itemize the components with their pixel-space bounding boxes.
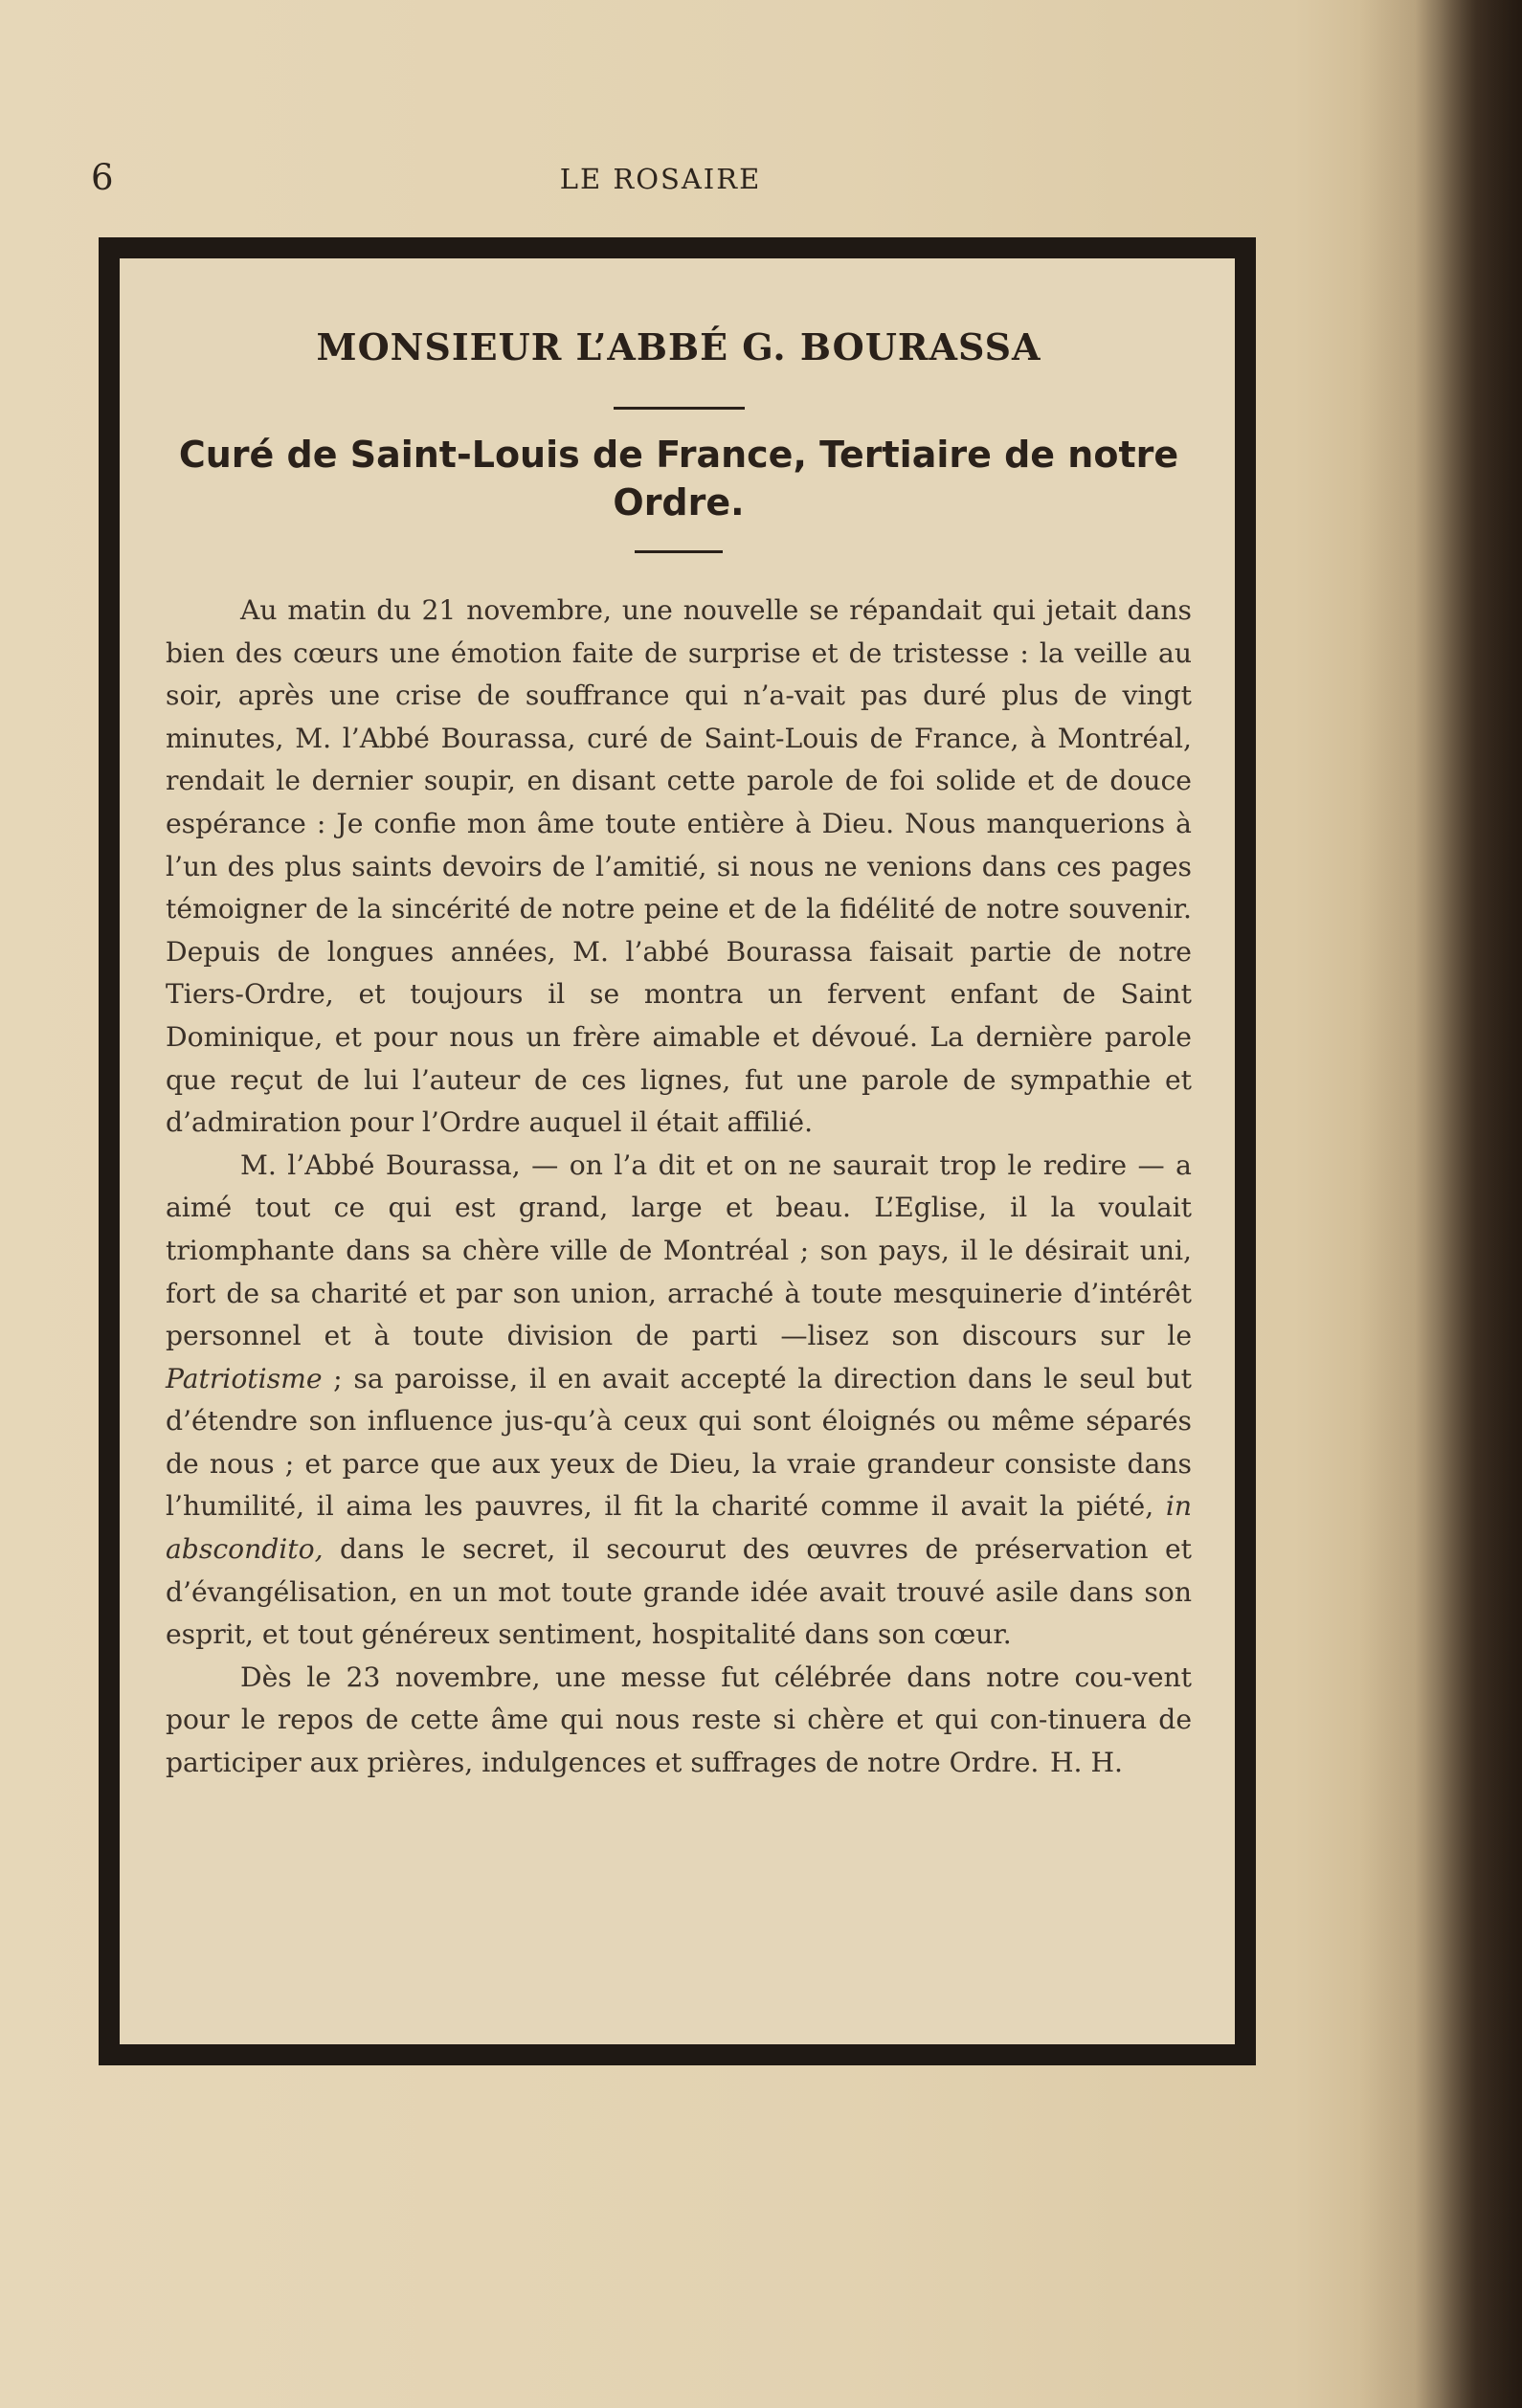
running-header xyxy=(0,153,1522,201)
article-title: MONSIEUR L’ABBÉ G. BOURASSA xyxy=(316,325,1041,368)
subtitle-rule xyxy=(635,550,723,553)
page-gutter-shadow xyxy=(1359,0,1522,2408)
mourning-frame xyxy=(99,237,1256,2065)
paragraph-3 xyxy=(166,1657,1192,1785)
paragraph-2-part-1: M. l’Abbé Bourassa, — on l’a dit et on ne saurait trop le redire — a aimé tout ce qui est grand, large et beau. L’Eglise, il la voulait triomphante dans sa chère ville de Montréal ; son pays, il le désirait uni, fort de sa charité et par son union, arraché à toute mesquinerie d’intérêt personnel et à toute division de parti —lisez son discours sur le xyxy=(166,1148,1192,1352)
paragraph-3-text: Dès le 23 novembre, une messe fut célébrée dans notre cou-vent pour le repos de cette âme qui nous reste si chère et qui con-tinuera de participer aux prières, indulgences et suffrages de notre Ordre. xyxy=(166,1661,1192,1779)
article-subtitle: Curé de Saint-Louis de France, Tertiaire de notre Ordre. xyxy=(178,434,1179,524)
patriotisme-title: Patriotisme xyxy=(166,1362,323,1394)
running-title: LE ROSAIRE xyxy=(559,163,762,195)
paragraph-1: Au matin du 21 novembre, une nouvelle se répandait qui jetait dans bien des cœurs une émotion faite de surprise et de tristesse : la veille au soir, après une crise de souffrance qui n’a-vait pas duré plus de vingt minutes, M. l’Abbé Bourassa, curé de Saint-Louis de France, à Montréal, rendait le dernier soupir, en disant cette parole de foi solide et de douce espérance : Je confie mon âme toute entière à Dieu. Nous manquerions à l’un des plus saints devoirs de l’amitié, si nous ne venions dans ces pages témoigner de la sincérité de notre peine et de la fidélité de notre souvenir. Depuis de longues années, M. l’abbé Bourassa faisait partie de notre Tiers-Ordre, et toujours il se montra un fervent enfant de Saint Dominique, et pour nous un frère aimable et dévoué. La dernière parole que reçut de lui l’auteur de ces lignes, fut une parole de sympathie et d’admiration pour l’Ordre auquel il était affilié. xyxy=(166,594,1192,1139)
latin-phrase: in abscondito, xyxy=(166,1490,1192,1566)
signature: H. H. xyxy=(1049,1747,1123,1779)
title-rule xyxy=(614,407,745,410)
article xyxy=(166,325,1192,1785)
article-body xyxy=(166,590,1192,1785)
page-number: 6 xyxy=(91,157,114,198)
paragraph-2 xyxy=(166,1145,1192,1657)
paragraph-2-part-2: ; sa paroisse, il en avait accepté la direction dans le seul but d’étendre son influence jus-qu’à ceux qui sont éloignés ou même séparés de nous ; et parce que aux yeux de Dieu, la vraie grandeur consiste dans l’humilité, il aima les pauvres, il fit la charité comme il avait la piété, xyxy=(166,1362,1192,1523)
paragraph-2-part-3: dans le secret, il secourut des œuvres de préservation et d’évangélisation, en un mot toute grande idée avait trouvé asile dans son esprit, et tout généreux sentiment, hospitalité dans son cœur. xyxy=(166,1533,1192,1651)
